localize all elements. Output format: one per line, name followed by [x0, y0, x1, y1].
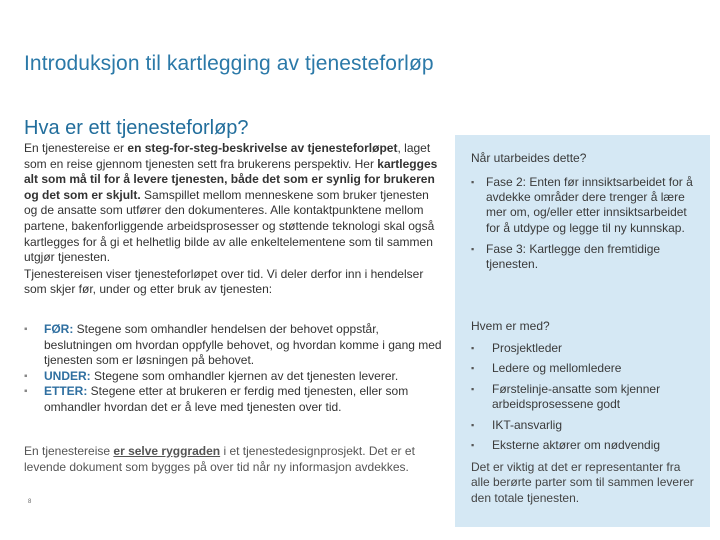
section-heading: Hva er ett tjenesteforløp?	[24, 117, 249, 139]
bullet-icon: ▪	[471, 440, 475, 451]
who-item	[471, 382, 699, 413]
who-item-text: Prosjektleder	[492, 341, 563, 355]
phase-text: Stegene som omhandler kjernen av det tjenesten leverer.	[90, 368, 399, 383]
who-item	[471, 341, 699, 356]
closing-a: En tjenestereise	[24, 444, 114, 458]
phase-text: Stegene som omhandler hendelsen der behovet oppstår, beslutningen om hvordan oppfylle behovet, og hvordan komme i gang med tjenesten som er løsningen på behovet.	[44, 322, 442, 368]
intro-p1-e: Samspillet mellom menneskene som bruker tjenesten og de ansatte som utfører den dokumenteres. Alle kontaktpunktene mellom partene, bakenforliggende arbeidsprosesser og støttende teknologi skal også kartlegges for å gi et helhetlig bilde av alle enkeltelementene som til sammen utgjør tjenesten.	[24, 187, 435, 265]
phase-item-after	[24, 384, 444, 415]
when-heading: Når utarbeides dette?	[471, 151, 587, 165]
intro-p1-d: kartlegges alt som må til for å levere tjenesten, både det som er synlig for brukeren og det som er skjult.	[24, 156, 438, 202]
when-item	[471, 242, 699, 272]
panel-note: Det er viktig at det er representanter fra alle berørte parter som til sammen leverer den totale tjenesten.	[471, 460, 694, 505]
when-item-text: Fase 2: Enten før innsiktsarbeidet for å avdekke områder dere trenger å lære mer om, og/eller etter innsiktsarbeidet for å utdype og legge til ny kunnskap.	[486, 175, 693, 235]
intro-paragraph-1	[24, 141, 444, 266]
info-panel	[455, 135, 710, 527]
when-item	[471, 175, 699, 236]
intro-p1-a: En tjenestereise er	[24, 141, 128, 155]
phase-label: UNDER:	[44, 368, 91, 383]
phase-text: Stegene etter at brukeren er ferdig med tjenesten, eller som omhandler hvordan det er å leve med tjenesten over tid.	[44, 384, 409, 414]
phase-item-before	[24, 322, 444, 369]
closing-text	[24, 444, 444, 475]
who-item-text: Ledere og mellomledere	[492, 361, 622, 376]
bullet-icon: ▪	[24, 370, 28, 382]
intro-text	[24, 141, 444, 298]
intro-paragraph-2: Tjenestereisen viser tjenesteforløpet over tid. Vi deler derfor inn i hendelser som skjer før, under og etter bruk av tjenesten:	[24, 266, 424, 297]
bullet-icon: ▪	[471, 419, 475, 430]
phase-list	[24, 322, 444, 416]
who-item-text: Førstelinje-ansatte som kjenner arbeidsprosessene godt	[492, 381, 661, 412]
phase-item-during	[24, 369, 444, 385]
closing-emphasis: er selve ryggraden	[113, 444, 221, 458]
who-item	[471, 361, 699, 376]
phase-label: ETTER:	[44, 384, 88, 399]
when-list	[471, 175, 699, 278]
bullet-icon: ▪	[24, 386, 28, 398]
who-heading: Hvem er med?	[471, 319, 550, 333]
bullet-icon: ▪	[471, 343, 475, 353]
intro-p1-c: , laget som en reise gjennom tjenesten sett fra brukerens perspektiv. Her	[24, 141, 431, 171]
bullet-icon: ▪	[471, 177, 475, 187]
intro-p1-b: en steg-for-steg-beskrivelse av tjenesteforløpet	[127, 141, 398, 155]
who-item-text: IKT-ansvarlig	[492, 417, 563, 432]
slide-title: Introduksjon til kartlegging av tjenesteforløp	[24, 52, 434, 75]
who-item	[471, 418, 699, 433]
bullet-icon: ▪	[24, 324, 28, 335]
phase-label: FØR:	[44, 322, 74, 336]
bullet-icon: ▪	[471, 363, 475, 374]
bullet-icon: ▪	[471, 383, 475, 394]
page-number: 8	[28, 499, 32, 505]
when-item-text: Fase 3: Kartlegge den fremtidige tjenesten.	[486, 241, 661, 272]
who-item-text: Eksterne aktører om nødvendig	[492, 438, 661, 453]
bullet-icon: ▪	[471, 243, 475, 254]
who-item	[471, 438, 699, 453]
closing-c: i et tjenestedesignprosjekt. Det er et levende dokument som bygges på over tid når ny informasjon avdekkes.	[24, 444, 415, 474]
who-list	[471, 341, 699, 453]
